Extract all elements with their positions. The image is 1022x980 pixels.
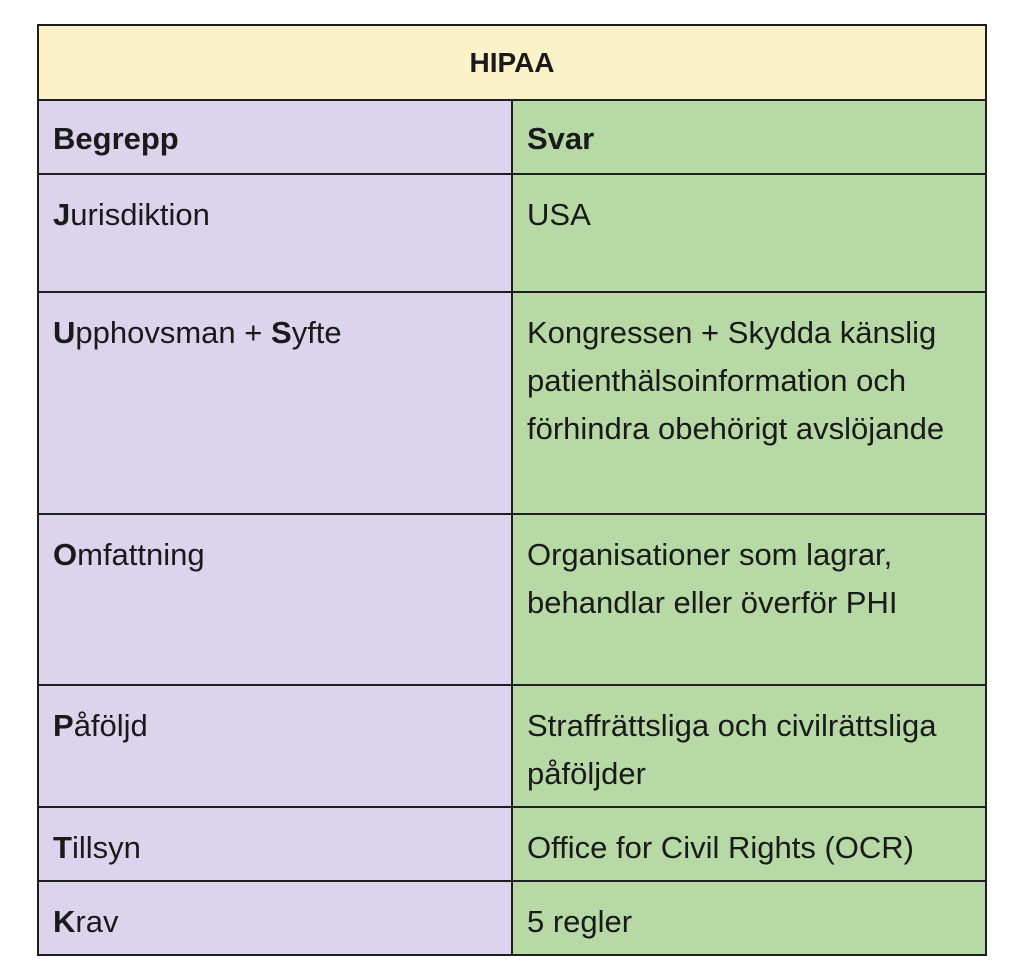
answer-cell — [512, 685, 986, 807]
term-lead-letter: O — [53, 537, 78, 572]
hipaa-table — [37, 24, 987, 956]
table-row — [38, 685, 986, 807]
table-row — [38, 807, 986, 881]
term-rest: pphovsman + — [75, 315, 271, 350]
term-lead-letter: K — [53, 904, 76, 939]
term-cell — [38, 685, 512, 807]
term-cell — [38, 881, 512, 955]
answer-cell — [512, 514, 986, 685]
term-lead-letter: P — [53, 708, 74, 743]
term-lead-letter: U — [53, 315, 76, 350]
answer-text: Straffrättsliga och civilrättsliga påföljder — [527, 708, 937, 791]
term-cell — [38, 807, 512, 881]
term-cell — [38, 174, 512, 292]
term-rest: rav — [75, 904, 119, 939]
table-row — [38, 174, 986, 292]
term-lead-letter: J — [53, 197, 71, 232]
term-lead-letter: T — [53, 830, 72, 865]
answer-cell — [512, 292, 986, 514]
answer-text: Office for Civil Rights (OCR) — [527, 830, 914, 865]
table-row — [38, 881, 986, 955]
term-lead-letter: S — [271, 315, 292, 350]
table-row — [38, 292, 986, 514]
answer-cell — [512, 807, 986, 881]
term-rest: åföljd — [73, 708, 148, 743]
answer-text: USA — [527, 197, 591, 232]
answer-text: Organisationer som lagrar, behandlar eller överför PHI — [527, 537, 898, 620]
term-rest: mfattning — [77, 537, 205, 572]
title-row — [38, 25, 986, 100]
table-row — [38, 514, 986, 685]
term-cell — [38, 514, 512, 685]
term-text — [39, 293, 511, 357]
term-text — [39, 882, 511, 946]
header-term: Begrepp — [53, 121, 179, 156]
answer-text: Kongressen + Skydda känslig patienthälsoinformation och förhindra obehörigt avslöjande — [527, 315, 945, 446]
term-text — [39, 686, 511, 750]
term-cell — [38, 292, 512, 514]
term-text — [39, 175, 511, 239]
answer-cell — [512, 174, 986, 292]
table-title: HIPAA — [38, 25, 986, 100]
answer-text: 5 regler — [527, 904, 633, 939]
term-rest: yfte — [291, 315, 342, 350]
header-term-cell — [38, 100, 512, 174]
term-text — [39, 515, 511, 579]
answer-cell — [512, 881, 986, 955]
header-answer: Svar — [527, 121, 595, 156]
header-row — [38, 100, 986, 174]
term-rest: illsyn — [71, 830, 141, 865]
term-text — [39, 808, 511, 872]
term-rest: urisdiktion — [70, 197, 210, 232]
header-answer-cell — [512, 100, 986, 174]
